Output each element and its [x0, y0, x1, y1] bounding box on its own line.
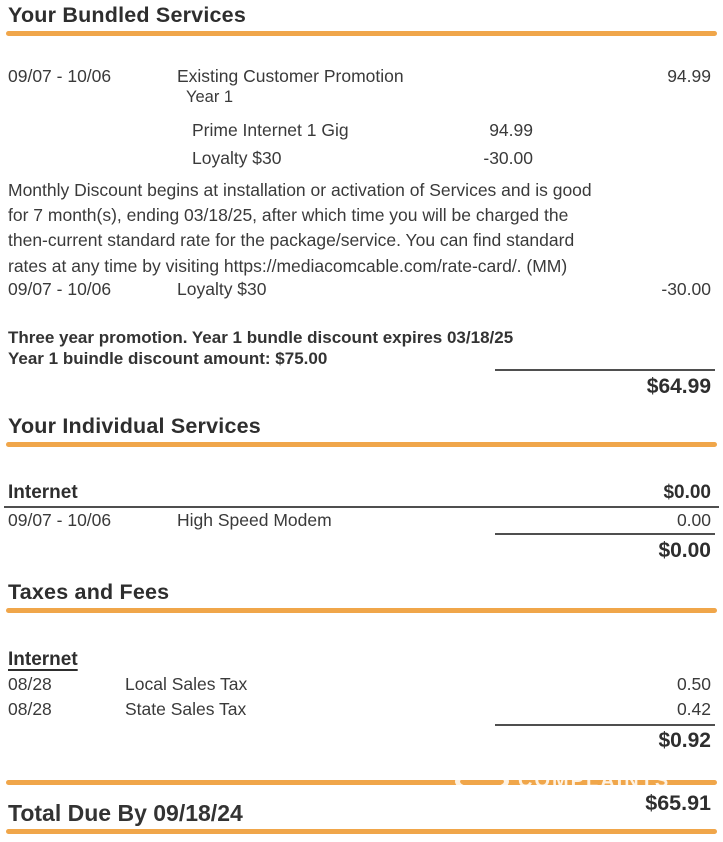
group-header-internet — [0, 482, 723, 506]
table-row-tax — [0, 674, 723, 699]
service-amount: 94.99 — [667, 66, 711, 86]
tax-description: Local Sales Tax — [125, 673, 248, 694]
tax-date: 08/28 — [8, 673, 52, 694]
total-due-amount: $65.91 — [645, 790, 711, 815]
service-amount: 0.00 — [676, 509, 711, 530]
component-description: Loyalty $30 — [192, 148, 282, 168]
service-description: Loyalty $30 — [177, 278, 267, 299]
subtotal-divider — [495, 369, 715, 371]
table-row-loyalty — [0, 279, 723, 301]
tax-amount: 0.42 — [676, 698, 711, 719]
watermark — [455, 770, 670, 793]
table-row-modem — [0, 510, 723, 533]
watermark-text: COMPLAINTS — [518, 769, 671, 792]
individual-subtotal: $0.00 — [658, 538, 711, 562]
component-description: Prime Internet 1 Gig — [192, 120, 349, 140]
promotion-note-line: Year 1 buindle discount amount: $75.00 — [8, 348, 328, 368]
taxes-subtotal: $0.92 — [658, 728, 711, 752]
section-divider-orange — [6, 442, 717, 447]
group-amount: $0.00 — [663, 481, 711, 503]
discount-disclaimer — [8, 178, 715, 279]
service-period: 09/07 - 10/06 — [8, 509, 112, 530]
component-amount: 94.99 — [489, 120, 533, 140]
disclaimer-line: rates at any time by visiting https://mediacomcable.com/rate-card/. (MM) — [8, 255, 568, 276]
subtotal-divider — [495, 724, 715, 726]
table-row-component — [0, 148, 723, 176]
component-amount: -30.00 — [483, 148, 533, 168]
service-period: 09/07 - 10/06 — [8, 66, 112, 86]
service-amount: -30.00 — [661, 278, 711, 299]
table-row-promotion — [0, 66, 723, 88]
total-due-label: Total Due By 09/18/24 — [8, 799, 243, 826]
table-row-component — [0, 120, 723, 148]
service-description: Existing Customer Promotion — [177, 66, 404, 86]
disclaimer-line: for 7 month(s), ending 03/18/25, after which time you will be charged the — [8, 205, 569, 226]
section-title-bundled-services: Your Bundled Services — [8, 3, 246, 27]
tax-description: State Sales Tax — [125, 698, 247, 719]
tax-group-label-internet: Internet — [8, 648, 78, 670]
total-divider-bottom — [6, 829, 717, 834]
table-row-year-label — [0, 88, 723, 110]
service-period: 09/07 - 10/06 — [8, 278, 112, 299]
disclaimer-line: Monthly Discount begins at installation or activation of Services and is good — [8, 180, 592, 200]
subtotal-divider — [495, 533, 715, 535]
promotion-note — [8, 327, 723, 369]
promotion-year-label: Year 1 — [186, 88, 234, 106]
section-title-individual-services: Your Individual Services — [8, 413, 261, 438]
section-title-taxes-fees: Taxes and Fees — [8, 579, 170, 604]
tax-date: 08/28 — [8, 698, 52, 719]
section-divider-orange — [6, 31, 717, 36]
watermark-ellipse-icon — [455, 770, 509, 793]
section-divider-orange — [6, 608, 717, 613]
tax-amount: 0.50 — [676, 673, 711, 694]
service-description: High Speed Modem — [177, 509, 332, 530]
group-label: Internet — [8, 481, 78, 503]
disclaimer-line: then-current standard rate for the package/service. You can find standard — [8, 230, 575, 251]
table-row-tax — [0, 699, 723, 724]
group-divider — [4, 506, 719, 508]
total-due-section — [0, 769, 723, 840]
bundled-subtotal: $64.99 — [646, 374, 711, 398]
promotion-note-line: Three year promotion. Year 1 bundle discount expires 03/18/25 — [8, 327, 514, 347]
